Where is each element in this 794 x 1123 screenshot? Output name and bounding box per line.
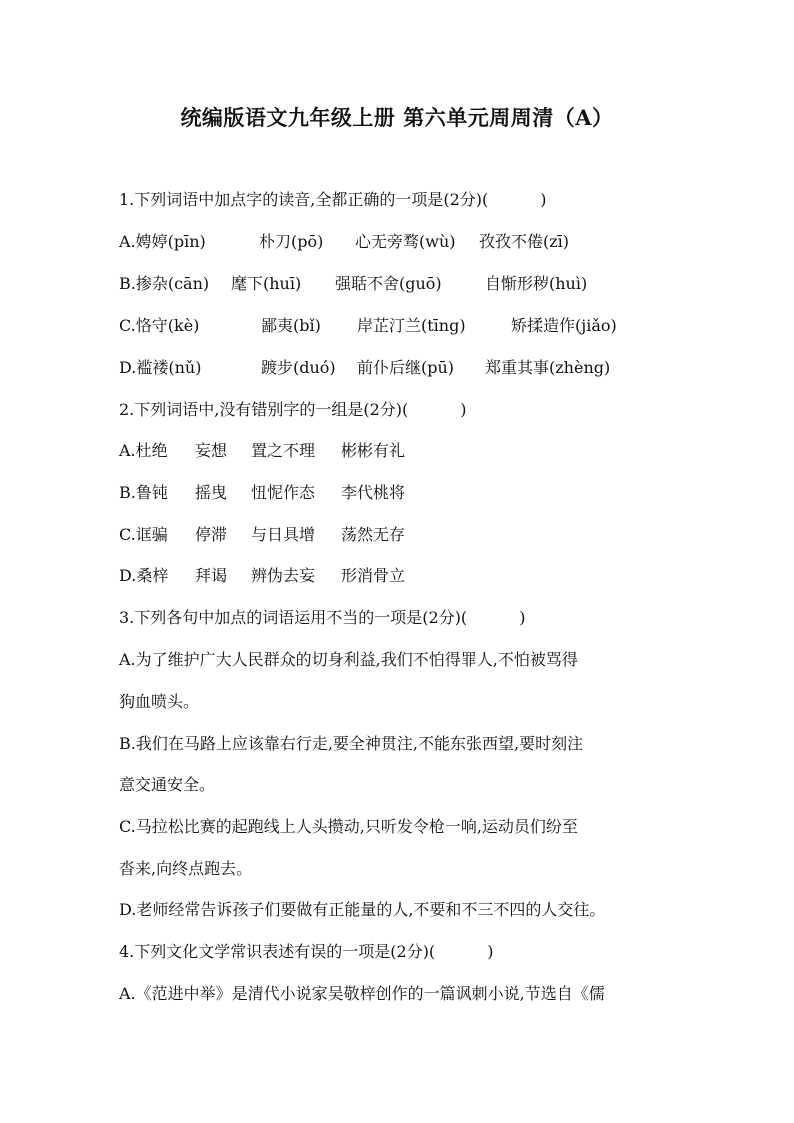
question-2-stem [119, 400, 467, 420]
q1-c-term-3: 岸芷汀兰(tīng) [357, 316, 466, 335]
q3-option-b-line-2: 意交通安全。 [119, 775, 216, 794]
question-1-close: ) [540, 190, 547, 209]
q2-option-c [119, 525, 405, 545]
q1-b-term-2: 麾下(huī) [231, 274, 302, 293]
q2-option-b [119, 483, 405, 503]
q1-option-a [119, 232, 569, 252]
q1-a-term-1: A.娉婷(pīn) [119, 232, 206, 251]
q3-option-a-line-1: A.为了维护广大人民群众的切身利益,我们不怕得罪人,不怕被骂得 [119, 650, 578, 669]
q2-b-term-3: 忸怩作态 [251, 483, 316, 502]
q1-option-b [119, 274, 587, 294]
question-3-stem [119, 608, 525, 628]
q1-c-term-2: 鄙夷(bǐ) [261, 316, 321, 335]
q2-a-term-4: 彬彬有礼 [341, 441, 406, 460]
q1-c-term-4: 矫揉造作(jiǎo) [511, 316, 617, 335]
question-3-close: ) [519, 608, 526, 627]
q1-d-term-2: 踱步(duó) [261, 358, 336, 377]
q1-d-term-1: D.褴褛(nǔ) [119, 358, 202, 377]
q2-d-term-1: D.桑梓 [119, 566, 169, 585]
q1-b-term-3: 强聒不舍(guō) [335, 274, 442, 293]
q2-a-term-1: A.杜绝 [119, 441, 168, 460]
q3-option-d-line-1: D.老师经常告诉孩子们要做有正能量的人,不要和不三不四的人交往。 [119, 900, 606, 919]
q3-option-b-line-1: B.我们在马路上应该靠右行走,要全神贯注,不能东张西望,要时刻注 [119, 734, 584, 753]
q2-option-a [119, 441, 405, 461]
q2-c-term-4: 荡然无存 [341, 525, 406, 544]
q2-c-term-1: C.诓骗 [119, 525, 168, 544]
q2-a-term-2: 妄想 [195, 441, 228, 460]
q3-option-c-line-2: 沓来,向终点跑去。 [119, 859, 253, 878]
q3-option-a-line-2: 狗血喷头。 [119, 692, 200, 711]
question-4-text: 4.下列文化文学常识表述有误的一项是(2分)( [119, 942, 436, 961]
q1-b-term-1: B.掺杂(cān) [119, 274, 210, 293]
q1-option-c [119, 316, 617, 336]
question-2-text: 2.下列词语中,没有错别字的一组是(2分)( [119, 400, 409, 419]
q2-d-term-2: 拜谒 [195, 566, 228, 585]
q3-option-c-line-1: C.马拉松比赛的起跑线上人头攒动,只听发令枪一响,运动员们纷至 [119, 817, 578, 836]
question-3-text: 3.下列各句中加点的词语运用不当的一项是(2分)( [119, 608, 468, 627]
q2-d-term-4: 形消骨立 [341, 566, 406, 585]
q2-c-term-2: 停滞 [195, 525, 228, 544]
q1-d-term-4: 郑重其事(zhèng) [485, 358, 611, 377]
question-1-stem [119, 190, 547, 210]
q1-b-term-4: 自惭形秽(huì) [485, 274, 588, 293]
q2-c-term-3: 与日具增 [251, 525, 316, 544]
question-1-text: 1.下列词语中加点字的读音,全都正确的一项是(2分)( [119, 190, 489, 209]
page-title: 统编版语文九年级上册 第六单元周周清（A） [180, 105, 614, 130]
question-2-close: ) [460, 400, 467, 419]
q1-a-term-2: 朴刀(pō) [259, 232, 324, 251]
question-4-stem [119, 942, 493, 962]
q1-d-term-3: 前仆后继(pū) [357, 358, 455, 377]
q1-a-term-3: 心无旁骛(wù) [355, 232, 456, 251]
q2-b-term-2: 摇曳 [195, 483, 228, 502]
q4-option-a-line-1: A.《范进中举》是清代小说家吴敬梓创作的一篇讽刺小说,节选自《儒 [119, 984, 605, 1003]
q2-b-term-4: 李代桃将 [341, 483, 406, 502]
q2-b-term-1: B.鲁钝 [119, 483, 168, 502]
q1-option-d [119, 358, 610, 378]
q2-d-term-3: 辨伪去妄 [251, 566, 316, 585]
q2-a-term-3: 置之不理 [251, 441, 316, 460]
question-4-close: ) [487, 942, 494, 961]
q2-option-d [119, 566, 405, 586]
q1-a-term-4: 孜孜不倦(zī) [479, 232, 570, 251]
q1-c-term-1: C.恪守(kè) [119, 316, 200, 335]
